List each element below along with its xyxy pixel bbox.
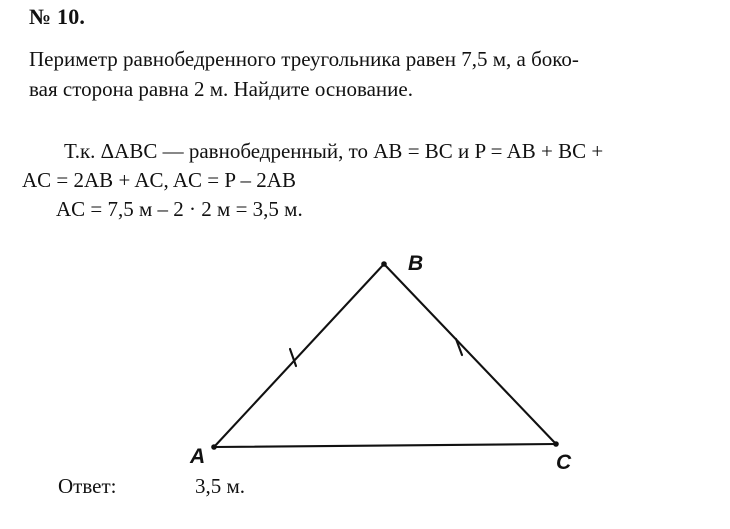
solution-line-3: AC = 7,5 м – 2 · 2 м = 3,5 м.	[56, 197, 303, 221]
problem-line-1: Периметр равнобедренного треугольника равен 7,5 м, а боко-	[29, 47, 579, 71]
solution-line-1: Т.к. ΔABC — равнобедренный, то AB = BC и P = AB + BC +	[64, 139, 604, 163]
vertex-a-point	[211, 444, 217, 450]
answer-label: Ответ:	[58, 474, 117, 498]
problem-number: № 10.	[29, 4, 86, 29]
problem-line-2: вая сторона равна 2 м. Найдите основание.	[29, 77, 413, 101]
vertex-c-point	[553, 441, 559, 447]
side-ab-line	[214, 264, 384, 447]
vertex-c-label: C	[556, 451, 572, 474]
vertex-b-point	[381, 261, 387, 267]
solution-line-2: AC = 2AB + AC, AC = P – 2AB	[22, 168, 296, 192]
answer-value: 3,5 м.	[195, 474, 246, 498]
side-ac-line	[214, 444, 556, 447]
side-bc-line	[384, 264, 556, 444]
vertex-b-label: B	[408, 252, 424, 275]
vertex-a-label: A	[190, 445, 206, 468]
